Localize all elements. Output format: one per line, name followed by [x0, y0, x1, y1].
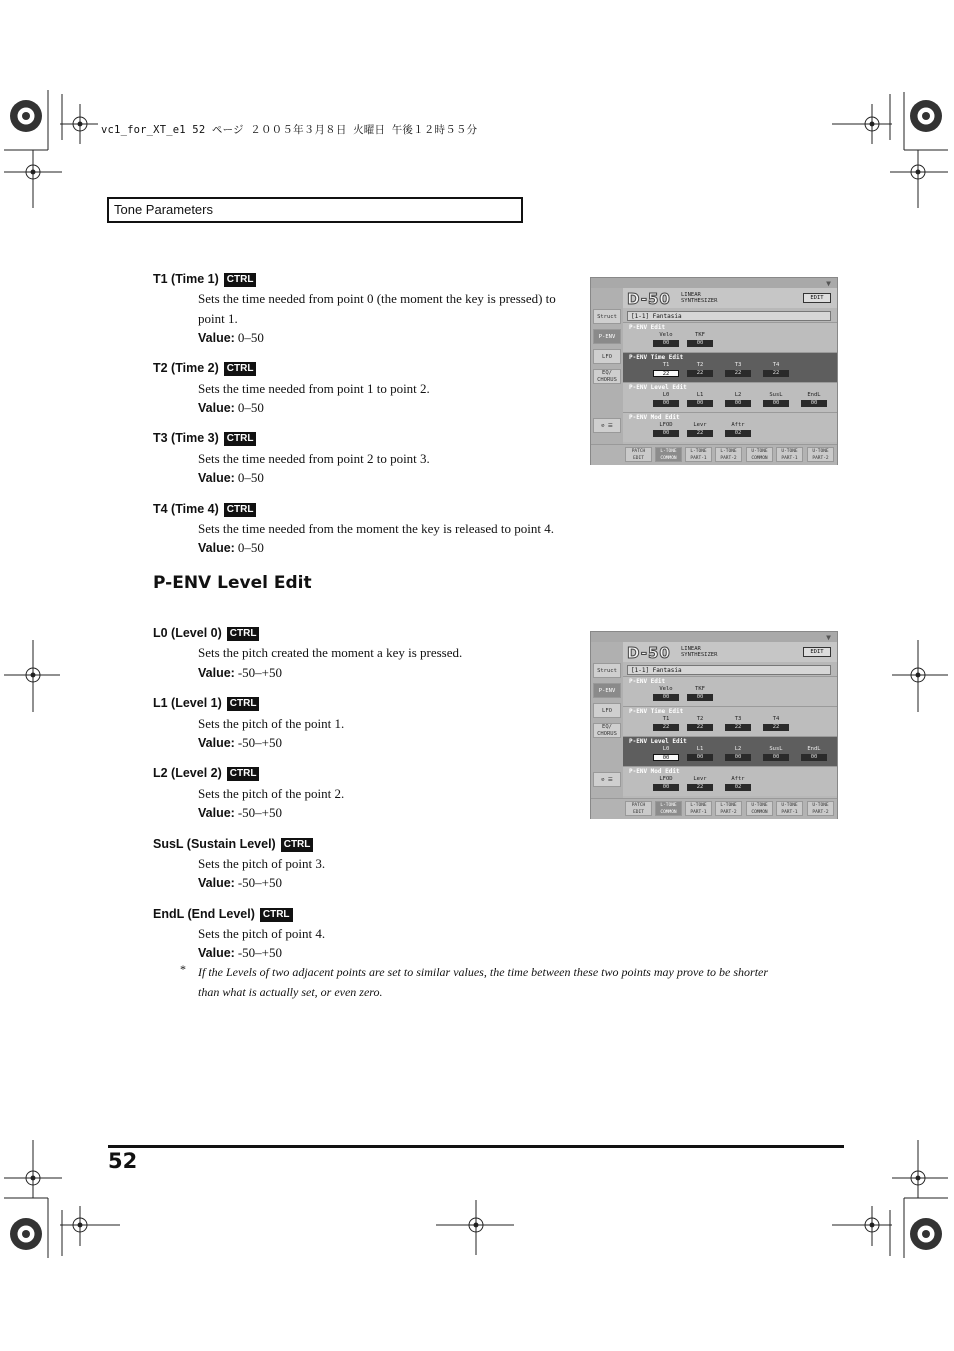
value-label: Value:: [198, 666, 235, 680]
tab-l-tone-part-2: L-TONE PART-2: [715, 447, 742, 462]
dropdown-arrow-icon: ▼: [826, 633, 831, 642]
param-value-t4: [198, 540, 264, 556]
param-name: SusL (Sustain Level): [153, 837, 276, 851]
param-value: 00: [653, 784, 679, 791]
screen-tab-bar: [591, 444, 837, 465]
note-text: If the Levels of two adjacent points are set to similar values, the time between these two points may prove to be shorter than what is actually set, or even zero.: [198, 965, 769, 999]
section-title-box: Tone Parameters: [107, 197, 523, 223]
param-label: SusL: [769, 746, 783, 752]
param-value: 00: [763, 400, 789, 407]
param-heading-t1: [153, 272, 256, 287]
param-value: 22: [763, 370, 789, 377]
param-heading-t2: [153, 361, 256, 376]
param-label: Aftr: [731, 422, 745, 428]
section-title: P-ENV Time Edit: [629, 354, 684, 361]
value-label: Value:: [198, 541, 235, 555]
tab-l-tone-part-1: L-TONE PART-1: [685, 447, 712, 462]
param-name: L1 (Level 1): [153, 696, 222, 710]
dropdown-arrow-icon: ▼: [826, 279, 831, 288]
param-value: 00: [687, 694, 713, 701]
param-label: SusL: [769, 392, 783, 398]
param-value-endl: [198, 945, 282, 961]
screen-shot-time-edit: [590, 277, 838, 465]
section-title: P-ENV Edit: [629, 678, 666, 685]
param-value: 22: [687, 784, 713, 791]
param-value: 22: [763, 724, 789, 731]
param-desc-endl: Sets the pitch of point 4.: [198, 926, 326, 941]
param-label: LFOD: [659, 422, 673, 428]
side-button-penv: P-ENV: [593, 329, 621, 344]
param-desc-t2: Sets the time needed from point 1 to point 2.: [198, 381, 430, 396]
param-name: T2 (Time 2): [153, 361, 219, 375]
edit-badge: EDIT: [803, 293, 831, 303]
side-button-struct: Struct: [593, 663, 621, 678]
param-value: 00: [653, 400, 679, 407]
param-value: 00: [653, 694, 679, 701]
ctrl-badge: CTRL: [224, 503, 257, 517]
section-title: P-ENV Edit: [629, 324, 666, 331]
param-value: 22: [653, 724, 679, 731]
value-label: Value:: [198, 806, 235, 820]
tab-patch-edit: PATCH EDIT: [625, 447, 652, 462]
tab-u-tone-part-1: U-TONE PART-1: [776, 447, 803, 462]
param-value: 02: [725, 430, 751, 437]
tab-l-tone-common: L-TONE COMMON: [655, 447, 682, 462]
value-range: 0–50: [237, 470, 264, 485]
param-label: Aftr: [731, 776, 745, 782]
tab-u-tone-part-2: U-TONE PART-2: [807, 801, 834, 816]
param-value-l1: [198, 735, 282, 751]
param-heading-t4: [153, 502, 256, 517]
ctrl-badge: CTRL: [281, 838, 314, 852]
param-desc-l1: Sets the pitch of the point 1.: [198, 716, 345, 731]
ctrl-badge: CTRL: [224, 362, 257, 376]
section-title: P-ENV Mod Edit: [629, 414, 680, 421]
value-range: -50–+50: [237, 665, 282, 680]
section-penv-mod-edit: [623, 766, 837, 796]
param-label: T2: [696, 362, 704, 368]
screen-sidebar: [591, 642, 623, 818]
ctrl-badge: CTRL: [227, 767, 260, 781]
value-label: Value:: [198, 471, 235, 485]
param-label: T4: [772, 362, 780, 368]
section-penv-edit: [623, 322, 837, 352]
d50-logo: D-50: [627, 644, 671, 662]
param-value: 00: [725, 754, 751, 761]
print-info: vc1_for_XT_e1 52 ページ ２００５年３月８日 火曜日 午後１２時５５分: [101, 124, 478, 136]
param-heading-endl: [153, 907, 293, 922]
param-label: Velo: [659, 686, 673, 692]
value-label: Value:: [198, 401, 235, 415]
param-value: 00: [801, 754, 827, 761]
section-penv-mod-edit: [623, 412, 837, 442]
param-value: 22: [687, 430, 713, 437]
section-penv-level-edit: [623, 382, 837, 412]
param-value-l2: [198, 805, 282, 821]
screen-shot-level-edit: [590, 631, 838, 819]
ctrl-badge: CTRL: [227, 627, 260, 641]
param-value-t1: [198, 330, 264, 346]
ctrl-badge: CTRL: [224, 432, 257, 446]
param-heading-l2: [153, 766, 259, 781]
value-label: Value:: [198, 876, 235, 890]
param-label: EndL: [807, 392, 821, 398]
param-value: 00: [801, 400, 827, 407]
param-name: T1 (Time 1): [153, 272, 219, 286]
logo-subtitle: LINEAR SYNTHESIZER: [681, 292, 718, 304]
edit-badge: EDIT: [803, 647, 831, 657]
value-range: -50–+50: [237, 735, 282, 750]
param-value: 22: [653, 370, 679, 377]
param-name: L2 (Level 2): [153, 766, 222, 780]
patch-name: [1-1] Fantasia: [627, 311, 831, 321]
tab-u-tone-common: U-TONE COMMON: [746, 447, 773, 462]
param-value: 00: [653, 754, 679, 761]
param-name: T4 (Time 4): [153, 502, 219, 516]
param-value: 22: [687, 724, 713, 731]
param-desc-susl: Sets the pitch of point 3.: [198, 856, 326, 871]
tab-l-tone-part-2: L-TONE PART-2: [715, 801, 742, 816]
param-label: L2: [734, 746, 742, 752]
param-value: 22: [725, 370, 751, 377]
param-value: 00: [687, 400, 713, 407]
value-range: -50–+50: [237, 805, 282, 820]
param-value: 00: [653, 340, 679, 347]
value-range: -50–+50: [237, 945, 282, 960]
param-value: 22: [687, 370, 713, 377]
param-value-l0: [198, 665, 282, 681]
param-value-t3: [198, 470, 264, 486]
param-desc-l2: Sets the pitch of the point 2.: [198, 786, 345, 801]
knob-list-icon: ⊘ ☰: [593, 418, 621, 433]
param-label: TKF: [695, 686, 705, 692]
tab-l-tone-common: L-TONE COMMON: [655, 801, 682, 816]
section-penv-time-edit: [623, 352, 837, 382]
param-label: Levr: [693, 776, 707, 782]
value-label: Value:: [198, 736, 235, 750]
value-range: 0–50: [237, 540, 264, 555]
param-label: T1: [662, 716, 670, 722]
param-label: L2: [734, 392, 742, 398]
ctrl-badge: CTRL: [224, 273, 257, 287]
param-value: 02: [725, 784, 751, 791]
param-heading-t3: [153, 431, 256, 446]
param-label: LFOD: [659, 776, 673, 782]
side-button-eq-chorus: EQ/ CHORUS: [593, 369, 621, 384]
param-value-t2: [198, 400, 264, 416]
param-value: 00: [725, 400, 751, 407]
param-value: 00: [763, 754, 789, 761]
footer-rule: [108, 1145, 844, 1148]
section-title: P-ENV Level Edit: [629, 384, 687, 391]
logo-subtitle: LINEAR SYNTHESIZER: [681, 646, 718, 658]
param-value: 22: [725, 724, 751, 731]
param-heading-susl: [153, 837, 313, 852]
side-button-lfo: LFO: [593, 349, 621, 364]
page-number: 52: [108, 1149, 138, 1173]
value-range: 0–50: [237, 400, 264, 415]
screen-tab-bar: [591, 798, 837, 819]
param-desc-l0: Sets the pitch created the moment a key is pressed.: [198, 645, 463, 660]
param-label: EndL: [807, 746, 821, 752]
ctrl-badge: CTRL: [227, 697, 260, 711]
patch-name: [1-1] Fantasia: [627, 665, 831, 675]
param-label: T3: [734, 362, 742, 368]
param-heading-l0: [153, 626, 259, 641]
ctrl-badge: CTRL: [260, 908, 293, 922]
side-button-struct: Struct: [593, 309, 621, 324]
section-title: P-ENV Time Edit: [629, 708, 684, 715]
param-label: T1: [662, 362, 670, 368]
section-title: P-ENV Mod Edit: [629, 768, 680, 775]
param-label: Velo: [659, 332, 673, 338]
section-penv-time-edit: [623, 706, 837, 736]
param-label: T3: [734, 716, 742, 722]
param-label: L0: [662, 746, 670, 752]
tab-u-tone-common: U-TONE COMMON: [746, 801, 773, 816]
param-label: L1: [696, 746, 704, 752]
param-value: 00: [653, 430, 679, 437]
param-label: T4: [772, 716, 780, 722]
knob-list-icon: ⊘ ☰: [593, 772, 621, 787]
tab-u-tone-part-2: U-TONE PART-2: [807, 447, 834, 462]
param-label: L1: [696, 392, 704, 398]
param-desc-t1: Sets the time needed from point 0 (the moment the key is pressed) to point 1.: [198, 291, 556, 326]
param-desc-t3: Sets the time needed from point 2 to point 3.: [198, 451, 430, 466]
side-button-lfo: LFO: [593, 703, 621, 718]
value-label: Value:: [198, 946, 235, 960]
value-range: -50–+50: [237, 875, 282, 890]
tab-l-tone-part-1: L-TONE PART-1: [685, 801, 712, 816]
section-penv-level-edit: [623, 736, 837, 766]
tab-u-tone-part-1: U-TONE PART-1: [776, 801, 803, 816]
param-value: 00: [687, 340, 713, 347]
d50-logo: D-50: [627, 290, 671, 308]
section-heading-level-edit: P-ENV Level Edit: [153, 573, 312, 593]
param-heading-l1: [153, 696, 259, 711]
screen-sidebar: [591, 288, 623, 464]
section-title: P-ENV Level Edit: [629, 738, 687, 745]
param-label: T2: [696, 716, 704, 722]
param-value-susl: [198, 875, 282, 891]
side-button-penv: P-ENV: [593, 683, 621, 698]
param-label: TKF: [695, 332, 705, 338]
tab-patch-edit: PATCH EDIT: [625, 801, 652, 816]
note-asterisk: *: [180, 962, 186, 976]
param-name: L0 (Level 0): [153, 626, 222, 640]
side-button-eq-chorus: EQ/ CHORUS: [593, 723, 621, 738]
section-penv-edit: [623, 676, 837, 706]
param-name: EndL (End Level): [153, 907, 255, 921]
param-name: T3 (Time 3): [153, 431, 219, 445]
param-value: 00: [687, 754, 713, 761]
param-desc-t4: Sets the time needed from the moment the key is released to point 4.: [198, 521, 554, 536]
param-label: Levr: [693, 422, 707, 428]
value-range: 0–50: [237, 330, 264, 345]
param-label: L0: [662, 392, 670, 398]
value-label: Value:: [198, 331, 235, 345]
